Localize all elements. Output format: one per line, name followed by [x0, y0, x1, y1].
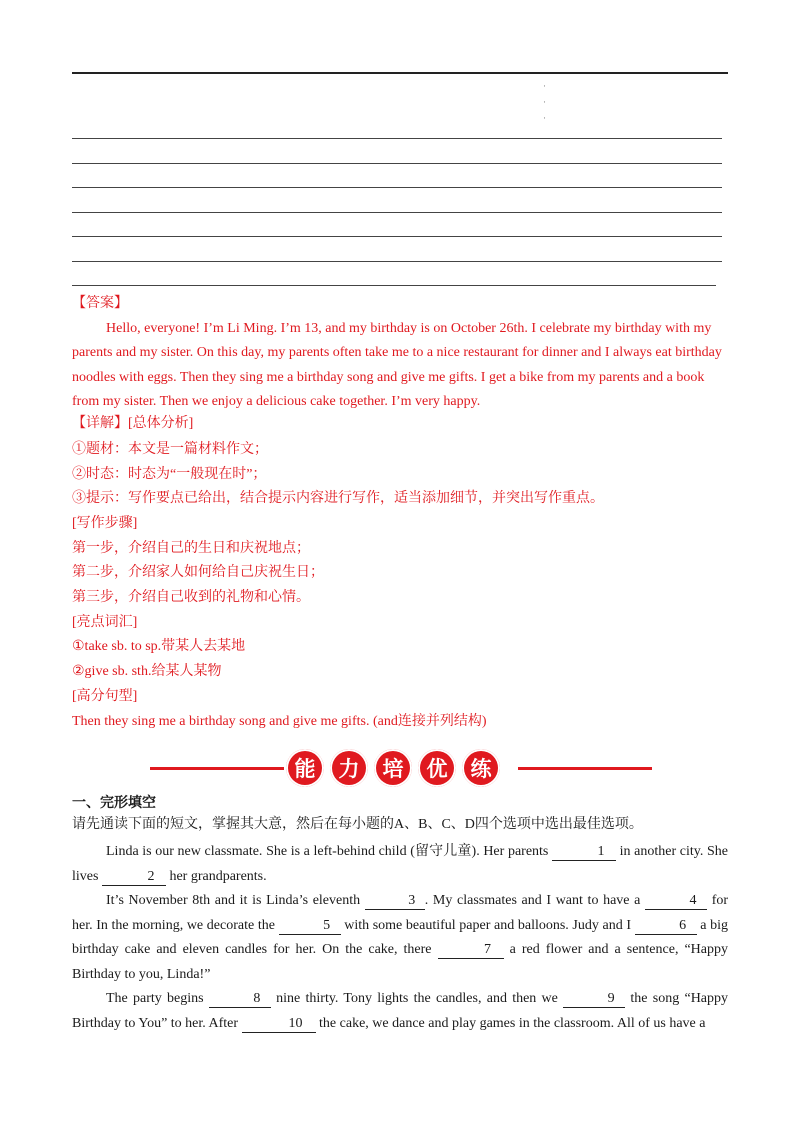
cloze-text: nine thirty. Tony lights the candles, and then we — [276, 991, 558, 1006]
writing-line — [72, 285, 716, 286]
cloze-text: a big birthday cake and eleven candles for her. On the cake, there — [72, 917, 729, 957]
step-item: 第二步，介绍家人如何给自己庆祝生日； — [72, 565, 324, 580]
cloze-text: The party begins — [106, 991, 204, 1006]
analysis-overview: [总体分析] — [128, 416, 194, 431]
analysis-heading: 【详解】 — [72, 416, 128, 431]
vocab-item: ②give sb. sth.给某人某物 — [72, 664, 222, 679]
cloze-text: the cake, we dance and play games in the classroom. All of us have a — [319, 1015, 706, 1031]
writing-line — [72, 163, 722, 164]
cloze-text: for her. In the morning, we decorate the — [72, 893, 729, 933]
cloze-blank[interactable]: 3 — [365, 893, 425, 910]
dot-mark: · — [543, 81, 546, 91]
vocab-heading: [亮点词汇] — [72, 615, 138, 630]
cloze-paragraph — [72, 889, 728, 987]
writing-line — [72, 138, 722, 139]
writing-line — [72, 261, 722, 262]
banner-char: 培 — [374, 749, 412, 787]
sentence-item: Then they sing me a birthday song and give me gifts. (and连接并列结构) — [72, 714, 487, 729]
cloze-text: a red flower and a sentence, “Happy Birthday to you, Linda!” — [72, 942, 729, 982]
answer-heading: 【答案】 — [72, 296, 128, 311]
banner-bar-left — [150, 767, 284, 770]
cloze-blank[interactable]: 1 — [552, 844, 616, 861]
dot-mark: · — [543, 113, 546, 123]
section-banner — [150, 749, 652, 789]
cloze-blank[interactable]: 2 — [102, 869, 166, 886]
step-item: 第三步，介绍自己收到的礼物和心情。 — [72, 590, 310, 605]
cloze-text: the song “Happy Birthday to You” to her. After — [72, 991, 729, 1031]
cloze-text: with some beautiful paper and balloons. Judy and I — [344, 917, 632, 933]
cloze-blank[interactable]: 9 — [563, 991, 625, 1008]
cloze-blank[interactable]: 4 — [645, 893, 707, 910]
cloze-text: in another city. She lives — [72, 844, 729, 884]
writing-line — [72, 212, 722, 213]
banner-bar-right — [518, 767, 652, 770]
dot-mark: · — [543, 97, 546, 107]
cloze-paragraph — [72, 987, 728, 1036]
cloze-text: It’s November 8th and it is Linda’s eleventh — [106, 893, 361, 908]
analysis-heading-line — [72, 414, 193, 434]
analysis-item: ①题材：本文是一篇材料作文； — [72, 442, 268, 457]
cloze-text: Linda is our new classmate. She is a left-behind child (留守儿童). Her parents — [106, 844, 549, 859]
answer-text: Hello, everyone! I’m Li Ming. I’m 13, and my birthday is on October 26th. I celebrate my birthday with my parents and my sister. On this day, my parents often take me to a nice restaurant for dinner and I always eat birthday noodles with eggs. Then they sing me a birthday song and give me gifts. I get a bike from my parents and a book from my sister. Then we enjoy a delicious cake together. I’m very happy. — [72, 320, 722, 409]
cloze-passage — [72, 840, 728, 1036]
step-item: 第一步，介绍自己的生日和庆祝地点； — [72, 541, 310, 556]
banner-char: 力 — [330, 749, 368, 787]
cloze-blank[interactable]: 10 — [242, 1016, 316, 1033]
cloze-blank[interactable]: 8 — [209, 991, 271, 1008]
cloze-paragraph — [72, 840, 728, 889]
banner-char: 能 — [286, 749, 324, 787]
vocab-item: ①take sb. to sp.带某人去某地 — [72, 639, 246, 654]
analysis-item: ②时态：时态为“一般现在时”； — [72, 467, 267, 482]
section-instruction: 请先通读下面的短文，掌握其大意，然后在每小题的A、B、C、D四个选项中选出最佳选项。 — [72, 817, 643, 832]
cloze-blank[interactable]: 5 — [279, 918, 341, 935]
steps-heading: [写作步骤] — [72, 516, 138, 531]
answer-block — [72, 292, 732, 415]
top-rule — [72, 72, 728, 74]
section-title: 一、完形填空 — [72, 795, 156, 811]
banner-char: 优 — [418, 749, 456, 787]
cloze-blank[interactable]: 6 — [635, 918, 697, 935]
cloze-text: her grandparents. — [169, 868, 267, 884]
banner-char: 练 — [462, 749, 500, 787]
cloze-text: . My classmates and I want to have a — [424, 893, 641, 908]
writing-line — [72, 236, 722, 237]
analysis-item: ③提示：写作要点已给出，结合提示内容进行写作，适当添加细节，并突出写作重点。 — [72, 491, 604, 506]
cloze-blank[interactable]: 7 — [438, 942, 504, 959]
sentence-heading: [高分句型] — [72, 689, 138, 704]
writing-line — [72, 187, 722, 188]
